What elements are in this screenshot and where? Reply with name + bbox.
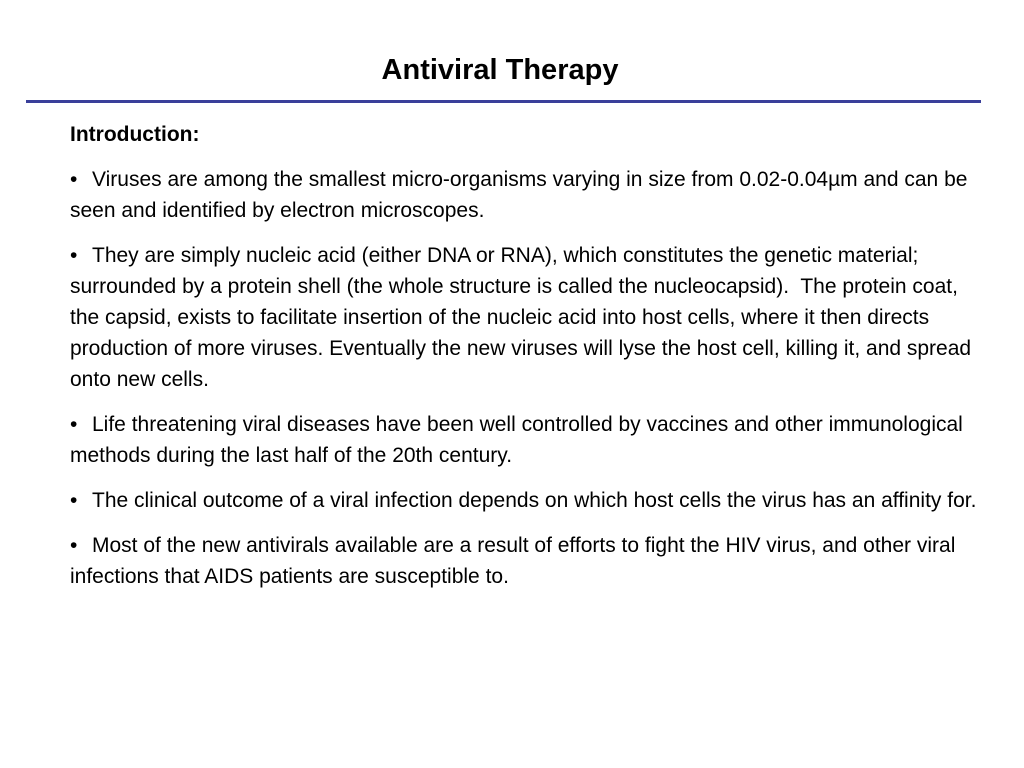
bullet-item [70,485,980,516]
slide-title: Antiviral Therapy [381,54,619,86]
bullet-marker: • [70,168,78,191]
bullet-text: Viruses are among the smallest micro-organisms varying in size from 0.02-0.04µm and can be seen and identified by electron microscopes. [70,168,968,222]
bullet-item [70,240,980,395]
bullet-marker: • [70,489,78,512]
bullet-marker: • [70,244,78,267]
bullet-marker: • [70,534,78,557]
bullet-text: They are simply nucleic acid (either DNA or RNA), which constitutes the genetic material; surrounded by a protein shell (the whole structure is called the nucleocapsid). The protein coat, the capsid, exists to facilitate insertion of the nucleic acid into host cells, where it then directs production of more viruses. Eventually the new viruses will lyse the host cell, killing it, and spread onto new cells. [70,244,977,391]
bullet-item [70,164,980,226]
slide-body [70,119,980,606]
section-heading: Introduction: [70,123,200,146]
bullet-text: Most of the new antivirals available are a result of efforts to fight the HIV virus, and other viral infections that AIDS patients are susceptible to. [70,534,956,588]
bullet-text: Life threatening viral diseases have been well controlled by vaccines and other immunological methods during the last half of the 20th century. [70,413,963,467]
title-divider [26,100,981,103]
bullet-item [70,409,980,471]
bullet-text: The clinical outcome of a viral infection depends on which host cells the virus has an affinity for. [92,489,977,512]
bullet-item [70,530,980,592]
bullet-marker: • [70,413,78,436]
